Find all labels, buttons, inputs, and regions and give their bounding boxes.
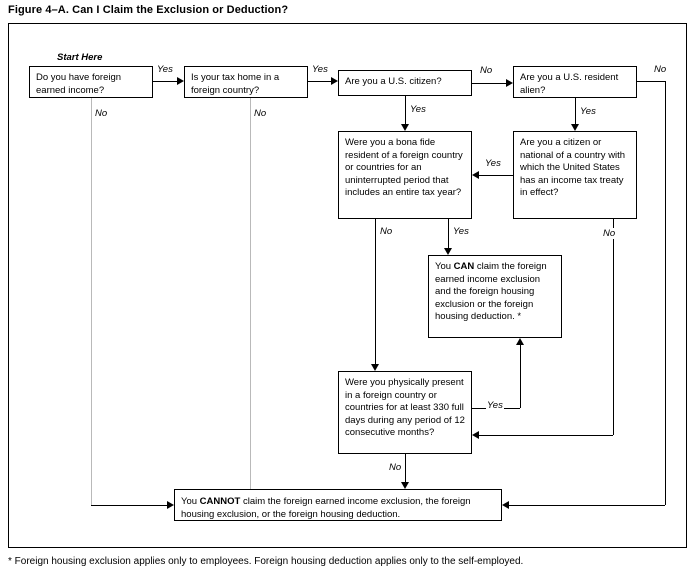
edge-label-no-3: No xyxy=(480,65,493,76)
edge-alien-no-horizontal xyxy=(637,81,665,82)
node-can-claim[interactable] xyxy=(428,255,562,338)
edge-citizen-yes-vertical xyxy=(405,96,406,124)
edge-label-yes-1: Yes xyxy=(157,64,173,75)
edge-alien-yes-vertical xyxy=(575,98,576,124)
arrow-alien-no-to-cannot xyxy=(502,501,509,509)
node-tax-treaty[interactable]: Are you a citizen or national of a country with which the United States has an income tax treaty in effect? xyxy=(513,131,637,219)
flowchart-frame xyxy=(8,23,687,548)
arrow-physical-to-canclaim xyxy=(516,338,524,345)
edge-bonafide-yes-vertical xyxy=(448,219,449,248)
edge-income-no-vertical xyxy=(91,98,92,505)
cannot-claim-text-pre: You xyxy=(181,496,200,507)
edge-label-no-6: No xyxy=(380,226,393,237)
arrow-income-to-taxhome xyxy=(177,77,184,85)
edge-treaty-no-horizontal xyxy=(479,435,613,436)
edge-treaty-no-vertical xyxy=(613,219,614,435)
edge-treaty-yes-horizontal xyxy=(478,175,513,176)
edge-taxhome-no-vertical xyxy=(250,98,251,505)
can-claim-text-pre: You xyxy=(435,261,454,272)
arrow-alien-to-treaty xyxy=(571,124,579,131)
start-here-label: Start Here xyxy=(57,52,103,63)
figure-title: Figure 4–A. Can I Claim the Exclusion or Deduction? xyxy=(8,4,289,16)
edge-label-yes-7: Yes xyxy=(487,400,503,411)
node-physical-presence[interactable]: Were you physically present in a foreign country or countries for at least 330 full days during any period of 12 consecutive months? xyxy=(338,371,472,454)
edge-label-yes-3: Yes xyxy=(410,104,426,115)
edge-label-no-4: No xyxy=(654,64,667,75)
cannot-claim-text-post: claim the foreign earned income exclusion, the foreign housing exclusion, or the foreign housing deduction. xyxy=(181,496,471,520)
edge-citizen-to-alien xyxy=(472,83,506,84)
edge-physical-no-vertical xyxy=(405,454,406,482)
node-tax-home[interactable]: Is your tax home in a foreign country? xyxy=(184,66,308,98)
arrow-taxhome-to-citizen xyxy=(331,77,338,85)
edge-label-no-2: No xyxy=(254,108,267,119)
node-bona-fide-residence[interactable]: Were you a bona fide resident of a foreign country or countries for an uninterrupted period that includes an entire tax year? xyxy=(338,131,472,219)
arrow-treaty-to-bonafide xyxy=(472,171,479,179)
arrow-citizen-to-bonafide xyxy=(401,124,409,131)
edge-label-no-1: No xyxy=(95,108,108,119)
edge-label-no-7: No xyxy=(389,462,402,473)
edge-label-yes-4: Yes xyxy=(580,106,596,117)
edge-label-no-5: No xyxy=(603,228,616,239)
node-us-citizen[interactable]: Are you a U.S. citizen? xyxy=(338,70,472,96)
arrow-income-no-to-cannot xyxy=(167,501,174,509)
arrow-citizen-to-alien xyxy=(506,79,513,87)
edge-alien-no-vertical xyxy=(665,81,666,505)
arrow-bonafide-to-physical xyxy=(371,364,379,371)
edge-alien-no-bottom xyxy=(509,505,665,506)
cannot-claim-emphasis: CANNOT xyxy=(199,496,241,507)
edge-physical-yes-vertical xyxy=(520,345,521,408)
node-us-resident-alien[interactable]: Are you a U.S. resident alien? xyxy=(513,66,637,98)
can-claim-emphasis: CAN xyxy=(453,261,475,272)
arrow-bonafide-to-canclaim xyxy=(444,248,452,255)
edge-income-no-horizontal xyxy=(91,505,167,506)
figure-footnote: * Foreign housing exclusion applies only to employees. Foreign housing deduction applies only to the self-employed. xyxy=(8,556,524,567)
can-claim-text-post: claim the foreign earned income exclusion and the foreign housing exclusion or the foreign housing deduction. * xyxy=(435,261,547,322)
node-foreign-earned-income[interactable]: Do you have foreign earned income? xyxy=(29,66,153,98)
edge-taxhome-to-citizen xyxy=(308,81,331,82)
arrow-physical-to-cannot xyxy=(401,482,409,489)
edge-bonafide-no-vertical xyxy=(375,219,376,364)
edge-label-yes-5: Yes xyxy=(485,158,501,169)
edge-income-to-taxhome xyxy=(153,81,177,82)
node-cannot-claim[interactable] xyxy=(174,489,502,521)
arrow-treaty-no-to-physical xyxy=(472,431,479,439)
edge-label-yes-2: Yes xyxy=(312,64,328,75)
edge-label-yes-6: Yes xyxy=(453,226,469,237)
